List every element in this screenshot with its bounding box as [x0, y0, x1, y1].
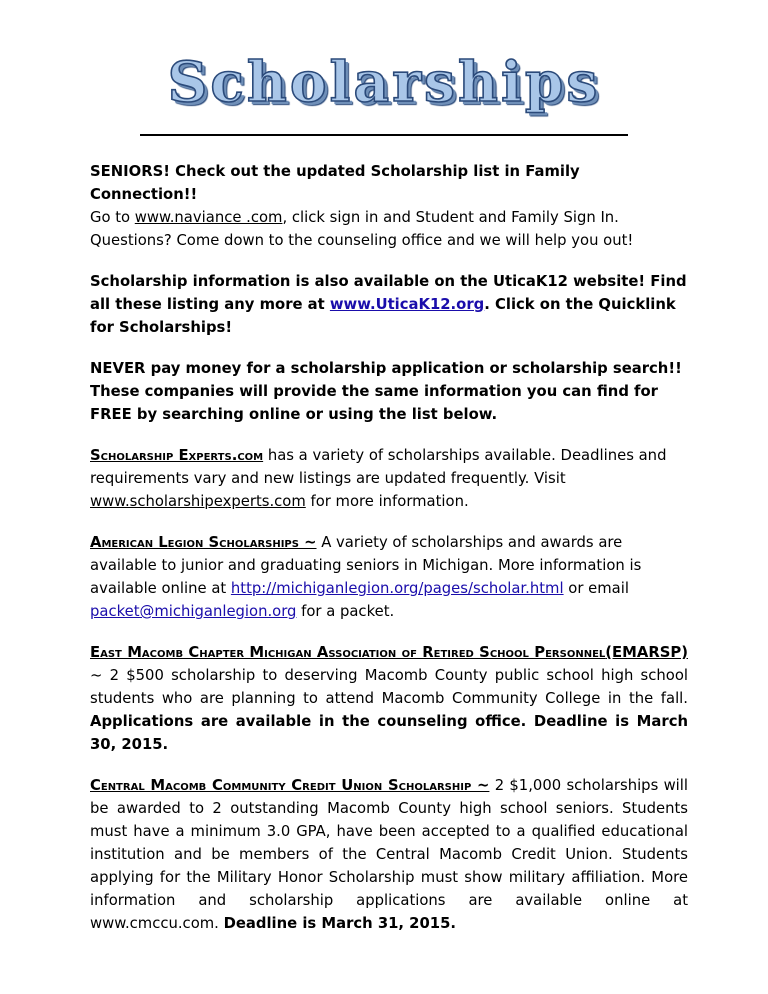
- emarsp-abbr: (EMARSP): [605, 644, 688, 661]
- emarsp-text: ~ 2 $500 scholarship to deserving Macomb County public school high school students who are planning to attend Macomb Community College in the fall.: [90, 667, 688, 707]
- intro-sign-in-text: , click sign in and Student and Family Sign In.: [282, 209, 619, 226]
- cmccu-name: Central Macomb Community Credit Union Scholarship ~: [90, 777, 490, 794]
- naviance-link[interactable]: www.naviance .com: [134, 209, 283, 226]
- warning-text: NEVER pay money for a scholarship application or scholarship search!! These companies will provide the same information you can find for FREE by searching online or using the list below.: [90, 360, 682, 423]
- american-legion-paragraph: [90, 531, 688, 623]
- document-body: [90, 160, 688, 953]
- american-legion-name: American Legion Scholarships ~: [90, 534, 317, 551]
- scholarship-experts-name: Scholarship Experts.com: [90, 447, 264, 464]
- warning-paragraph: [90, 357, 688, 426]
- intro-questions: Questions? Come down to the counseling office and we will help you out!: [90, 232, 634, 249]
- american-legion-text-2: or email: [563, 580, 629, 597]
- page-title: Scholarships: [167, 49, 601, 114]
- emarsp-name: East Macomb Chapter Michigan Association of Retired School Personnel: [90, 644, 606, 661]
- cmccu-deadline: Deadline is March 31, 2015.: [223, 915, 456, 932]
- intro-headline: SENIORS! Check out the updated Scholarship list in Family Connection!!: [90, 163, 580, 203]
- michiganlegion-email-link[interactable]: packet@michiganlegion.org: [90, 603, 297, 620]
- intro-go-to: Go to: [90, 209, 135, 226]
- title-divider: [140, 134, 628, 136]
- uticak12-link[interactable]: www.UticaK12.org: [329, 296, 485, 313]
- american-legion-text-1: A variety of scholarships and awards are available to junior and graduating seniors in Michigan. More information is available online at: [90, 534, 642, 597]
- michiganlegion-scholar-link[interactable]: http://michiganlegion.org/pages/scholar.html: [230, 580, 564, 597]
- utica-text-1: Scholarship information is also available on the UticaK12 website! Find all these listing any more at: [90, 273, 687, 313]
- title-area: [0, 50, 768, 114]
- utica-paragraph: [90, 270, 688, 339]
- cmccu-paragraph: [90, 774, 688, 935]
- american-legion-text-3: for a packet.: [296, 603, 395, 620]
- utica-text-2: . Click on the Quicklink for Scholarships!: [90, 296, 676, 336]
- emarsp-paragraph: [90, 641, 688, 756]
- intro-paragraph: [90, 160, 688, 252]
- cmccu-text: 2 $1,000 scholarships will be awarded to 2 outstanding Macomb County high school seniors. Students must have a minimum 3.0 GPA, have been accepted to a qualified educational institution and be members of the Central Macomb Credit Union. Students applying for the Military Honor Scholarship must show military affiliation. More information and scholarship applications are available online at www.cmccu.com.: [90, 777, 689, 932]
- scholarship-experts-text-1: has a variety of scholarships available. Deadlines and requirements vary and new listings are updated frequently. Visit: [90, 447, 667, 487]
- scholarshipexperts-link[interactable]: www.scholarshipexperts.com: [90, 493, 306, 510]
- emarsp-deadline: Applications are available in the counseling office. Deadline is March 30, 2015.: [90, 713, 688, 753]
- scholarship-experts-paragraph: [90, 444, 688, 513]
- scholarship-experts-text-2: for more information.: [305, 493, 469, 510]
